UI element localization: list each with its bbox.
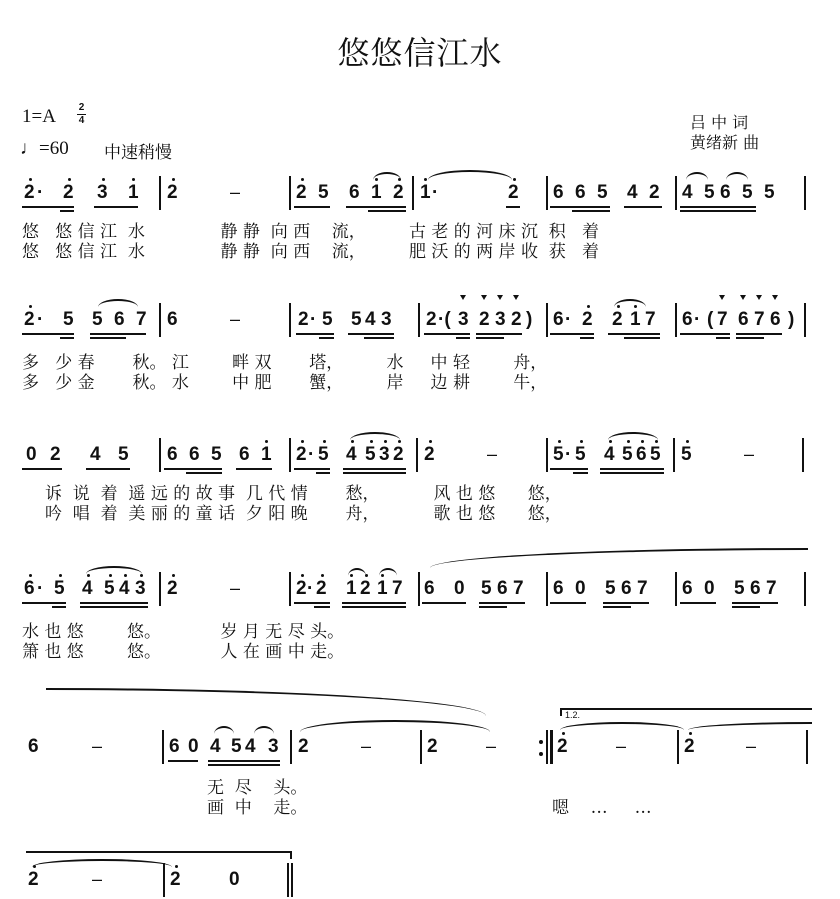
notation-line: 2 · 2 3 1 2 – 2 5 6 1 2 1 · 2 6 6 5 4 2 4 5 6 5 5 bbox=[0, 176, 840, 212]
notation-line: 0 2 4 5 6 6 5 6 1 2 · 5 4 5 3 2 2 – 5 · 5 4 5 6 5 5 – bbox=[0, 438, 840, 474]
notation-line: 2 · 5 5 6 7 6 – 2 · 5 5 4 3 2 ·( 3 2 3 2 ) 6 · 2 2 1 7 6 · ( 7 6 7 6 ) bbox=[0, 303, 840, 339]
lyrics-verse-2: 多 少 金 秋。 水 中 肥 蟹， 岸 边 耕 牛， bbox=[22, 373, 548, 393]
volta-bracket bbox=[560, 708, 812, 720]
song-title: 悠悠信江水 bbox=[337, 34, 503, 72]
composer: 黄绪新 曲 bbox=[690, 133, 760, 152]
lyrics-verse-1: 悠 悠 信 江 水 静 静 向 西 流， 古 老 的 河 床 沉 积 着 bbox=[22, 222, 599, 242]
key-signature: 1=A bbox=[22, 106, 56, 127]
lyrics-verse-1: 无 尽 头。 bbox=[207, 778, 308, 798]
lyrics-humming: 嗯 … … bbox=[552, 798, 652, 818]
lyrics-verse-2: 画 中 走。 bbox=[207, 798, 308, 818]
lyrics-verse-2: 箫 也 悠 悠。 人 在 画 中 走。 bbox=[22, 642, 345, 662]
tempo-description: 中速稍慢 bbox=[104, 143, 172, 163]
tempo-marking: ♩=60 bbox=[20, 138, 69, 159]
notation-line: 2 – 2 0 bbox=[0, 863, 840, 899]
lyrics-verse-1: 多 少 春 秋。 江 畔 双 塔， 水 中 轻 舟， bbox=[22, 353, 548, 373]
lyricist: 吕 中 词 bbox=[690, 113, 749, 132]
lyrics-verse-1: 诉 说 着 遥 远 的 故 事 几 代 情 愁， 风 也 悠 悠， bbox=[45, 484, 562, 504]
volta-label: 1.2. bbox=[565, 710, 581, 720]
lyrics-verse-2: 悠 悠 信 江 水 静 静 向 西 流， 肥 沃 的 两 岸 收 获 着 bbox=[22, 242, 599, 262]
volta-continuation bbox=[26, 851, 292, 859]
notation-line: 6 – 6 0 4 5 4 3 2 – 2 – 2 – 2 – bbox=[0, 730, 840, 766]
time-signature: 2 4 bbox=[78, 102, 85, 126]
credits bbox=[690, 113, 759, 153]
notation-line: 6 · 5 4 5 4 3 2 – 2 · 2 1 2 1 7 6 0 5 6 7 6 0 5 6 7 6 0 5 6 7 bbox=[0, 572, 840, 608]
lyrics-verse-2: 吟 唱 着 美 丽 的 童 话 夕 阳 晚 舟， 歌 也 悠 悠， bbox=[45, 504, 562, 524]
lyrics-verse-1: 水 也 悠 悠。 岁 月 无 尽 头。 bbox=[22, 622, 345, 642]
